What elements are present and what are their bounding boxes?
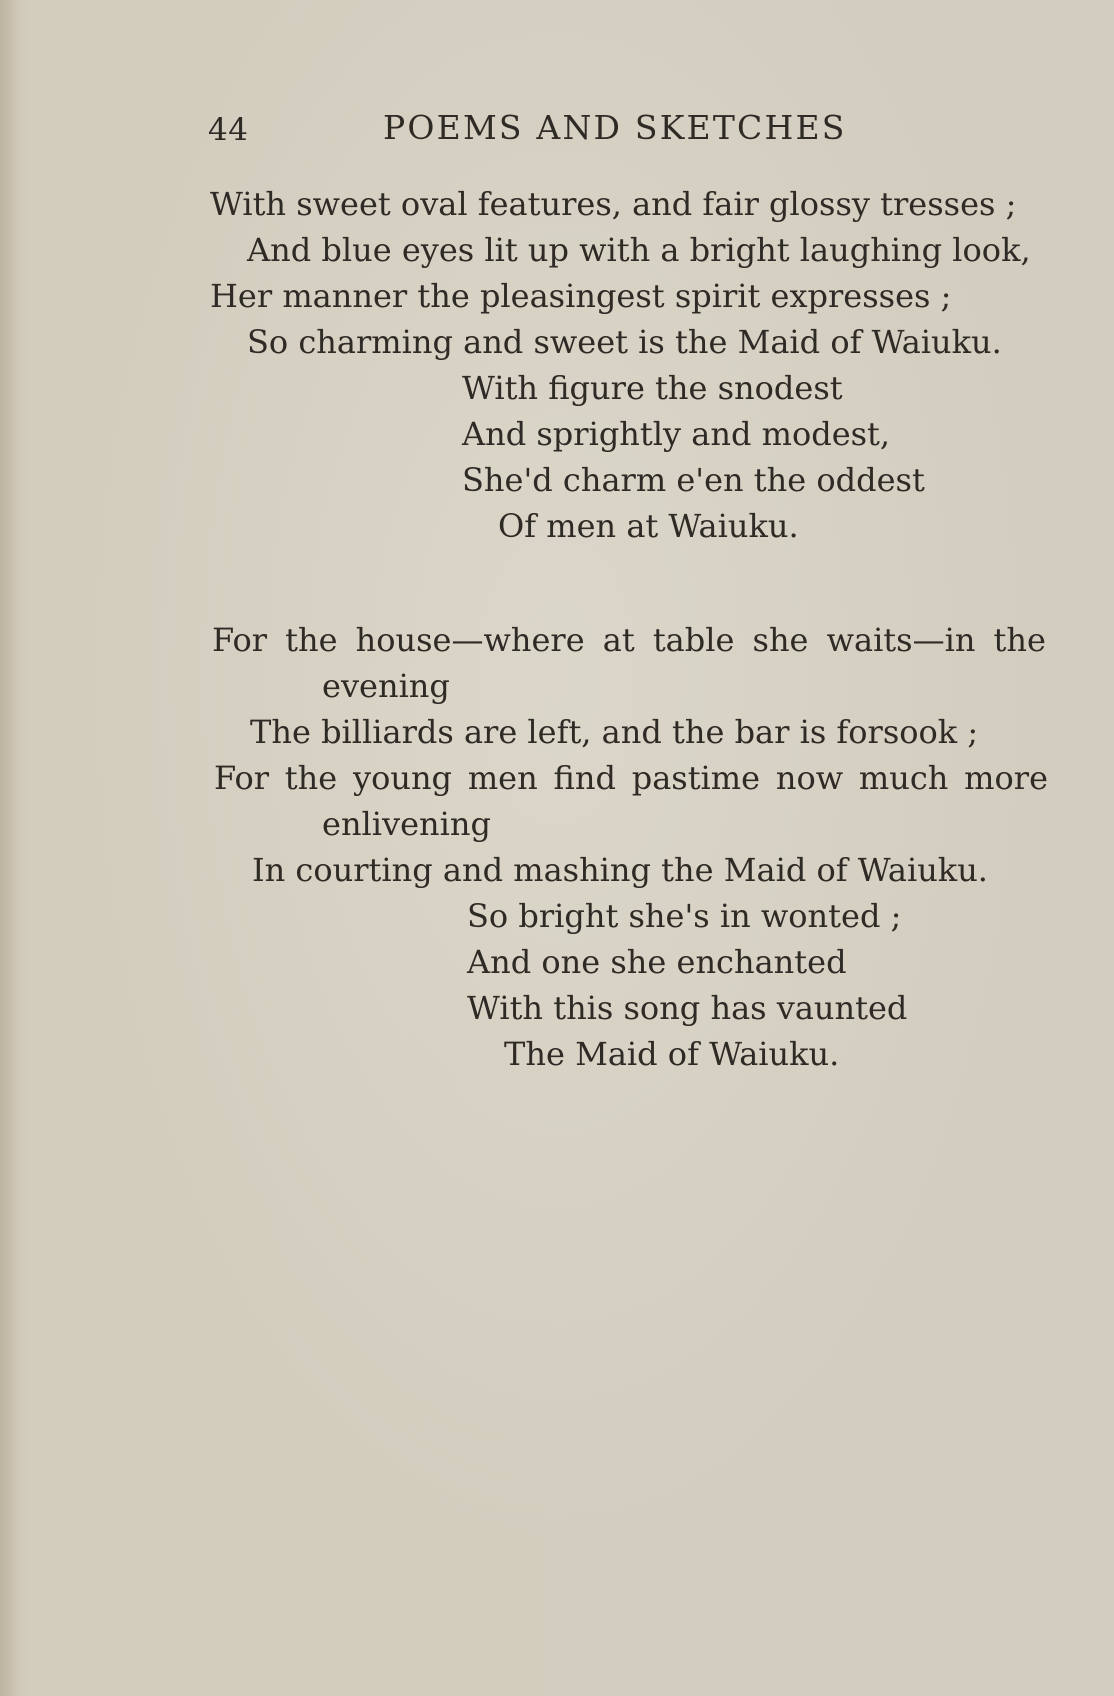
word: men	[467, 759, 538, 797]
word: For	[214, 759, 270, 797]
poem-line-justified	[212, 622, 1046, 658]
poem-line: In courting and mashing the Maid of Waiuku.	[252, 851, 988, 889]
poem-line: She'd charm e'en the oddest	[462, 461, 925, 499]
poem-line: So bright she's in wonted ;	[467, 897, 902, 935]
word: table	[652, 621, 735, 659]
poem-line: The Maid of Waiuku.	[504, 1035, 840, 1073]
poem-line-continuation: enlivening	[322, 805, 491, 843]
word: waits—in	[826, 621, 976, 659]
poem-line: With this song has vaunted	[467, 989, 908, 1027]
page-number: 44	[208, 112, 249, 148]
word: she	[752, 621, 809, 659]
word: house—where	[355, 621, 585, 659]
word: find	[553, 759, 616, 797]
word: young	[352, 759, 453, 797]
page-header	[208, 108, 978, 148]
word: now	[775, 759, 844, 797]
poem-line: So charming and sweet is the Maid of Waiuku.	[247, 323, 1002, 361]
word: at	[602, 621, 635, 659]
word: more	[964, 759, 1048, 797]
poem-line: The billiards are left, and the bar is forsook ;	[250, 713, 979, 751]
poem-line: With figure the snodest	[462, 369, 843, 407]
poem-line-justified	[214, 760, 1048, 796]
word: the	[285, 621, 338, 659]
word: the	[993, 621, 1046, 659]
poem-line: Of men at Waiuku.	[498, 507, 799, 545]
poem-line: With sweet oval features, and fair glossy tresses ;	[210, 185, 1017, 223]
poem-line: And sprightly and modest,	[462, 415, 891, 453]
word: pastime	[631, 759, 761, 797]
word: much	[858, 759, 949, 797]
word: the	[284, 759, 338, 797]
poem-line: And blue eyes lit up with a bright laughing look,	[247, 231, 1031, 269]
poem-line: Her manner the pleasingest spirit expresses ;	[210, 277, 952, 315]
running-head: POEMS AND SKETCHES	[383, 108, 847, 147]
poem-line: And one she enchanted	[467, 943, 847, 981]
poem-line-continuation: evening	[322, 667, 450, 705]
word: For	[212, 621, 268, 659]
